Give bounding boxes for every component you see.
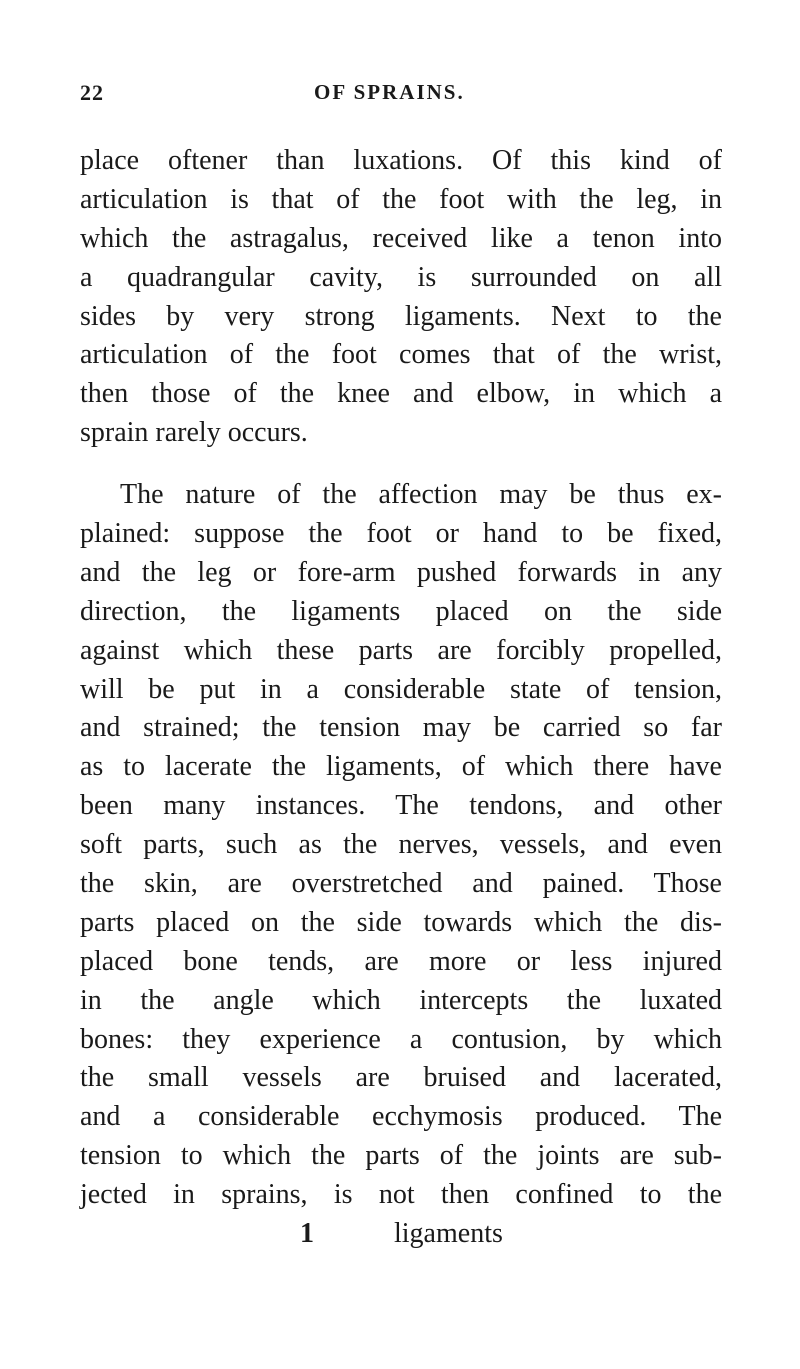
text-line: direction, the ligaments placed on the side [80,595,722,627]
text-line: and strained; the tension may be carried so far [80,712,722,744]
text-line: the skin, are overstretched and pained. Those [80,868,722,900]
text-line: a quadrangular cavity, is surrounded on all [80,261,722,293]
paragraph [80,476,722,1215]
text-line: placed bone tends, are more or less injured [80,945,722,977]
text-line: tension to which the parts of the joints are sub- [80,1140,722,1172]
text-line: which the astragalus, received like a tenon into [80,222,722,254]
page-number: 22 [80,80,104,105]
paragraph-gap [80,453,722,476]
text-line: in the angle which intercepts the luxated [80,984,722,1016]
running-title: OF SPRAINS. [314,80,465,104]
text-line: articulation is that of the foot with the leg, in [80,183,722,215]
text-line: bones: they experience a contusion, by which [80,1023,722,1055]
page-footer [80,1215,722,1254]
running-head [80,80,720,110]
text-line: as to lacerate the ligaments, of which there have [80,751,722,783]
text-line: place oftener than luxations. Of this kind of [80,145,722,176]
text-line: and a considerable ecchymosis produced. The [80,1101,722,1133]
body-text [80,142,722,1254]
text-line: parts placed on the side towards which the dis- [80,906,722,938]
text-line: articulation of the foot comes that of the wrist, [80,339,722,371]
text-line: jected in sprains, is not then confined to the [80,1179,722,1211]
catchword: ligaments [394,1218,503,1250]
text-line: sprain rarely occurs. [80,417,308,449]
signature-mark: 1 [300,1218,314,1250]
text-line: soft parts, such as the nerves, vessels, and even [80,829,722,861]
text-line: sides by very strong ligaments. Next to the [80,300,722,332]
text-line: and the leg or fore-arm pushed forwards in any [80,556,722,588]
text-line: plained: suppose the foot or hand to be fixed, [80,518,722,550]
text-line: the small vessels are bruised and lacerated, [80,1062,722,1094]
text-line: then those of the knee and elbow, in which a [80,378,722,410]
text-line: been many instances. The tendons, and other [80,790,722,822]
paragraph [80,142,722,453]
text-line: The nature of the affection may be thus ex- [120,479,722,511]
text-line: against which these parts are forcibly propelled, [80,634,722,666]
text-line: will be put in a considerable state of tension, [80,673,722,705]
